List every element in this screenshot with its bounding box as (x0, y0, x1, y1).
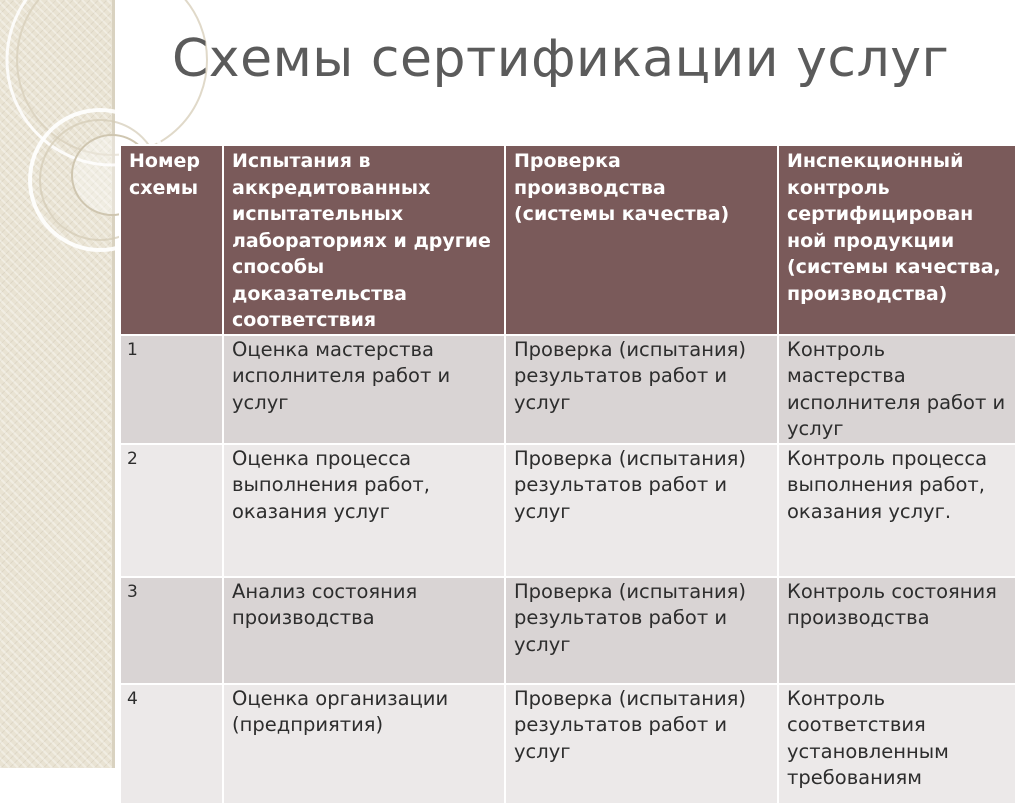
table-header-row (120, 145, 1016, 335)
table-row (120, 335, 1016, 444)
header-lab-testing: Испытания в аккредитованных испытательных лабораториях и другие способы доказательства соответствия (223, 145, 505, 335)
decorative-rings-icon (0, 0, 112, 768)
table-container (119, 144, 1015, 789)
header-scheme-number: Номер схемы (120, 145, 223, 335)
cell-lab-testing: Анализ состояния производства (223, 577, 505, 684)
cell-production-check: Проверка (испытания) результатов работ и услуг (505, 335, 778, 444)
header-production-check: Проверка производства (системы качества) (505, 145, 778, 335)
cell-scheme-number: 2 (120, 444, 223, 577)
table-row (120, 577, 1016, 684)
slide-title: Схемы сертификации услуг (172, 29, 950, 89)
cell-inspection-control: Контроль состояния производства (778, 577, 1016, 684)
cell-inspection-control: Контроль соответствия установленным требованиям (778, 684, 1016, 804)
cell-lab-testing: Оценка мастерства исполнителя работ и услуг (223, 335, 505, 444)
cell-inspection-control: Контроль мастерства исполнителя работ и услуг (778, 335, 1016, 444)
cell-scheme-number: 1 (120, 335, 223, 444)
cell-inspection-control: Контроль процесса выполнения работ, оказания услуг. (778, 444, 1016, 577)
cell-production-check: Проверка (испытания) результатов работ и услуг (505, 577, 778, 684)
decorative-side-panel (0, 0, 115, 768)
cell-lab-testing: Оценка процесса выполнения работ, оказания услуг (223, 444, 505, 577)
cell-production-check: Проверка (испытания) результатов работ и услуг (505, 684, 778, 804)
table-row (120, 444, 1016, 577)
cell-scheme-number: 3 (120, 577, 223, 684)
header-inspection-control: Инспекционный контроль сертифицирован ной продукции (системы качества, производства) (778, 145, 1016, 335)
cell-production-check: Проверка (испытания) результатов работ и услуг (505, 444, 778, 577)
cell-scheme-number: 4 (120, 684, 223, 804)
table-row (120, 684, 1016, 804)
certification-schemes-table (119, 144, 1017, 805)
cell-lab-testing: Оценка организации (предприятия) (223, 684, 505, 804)
